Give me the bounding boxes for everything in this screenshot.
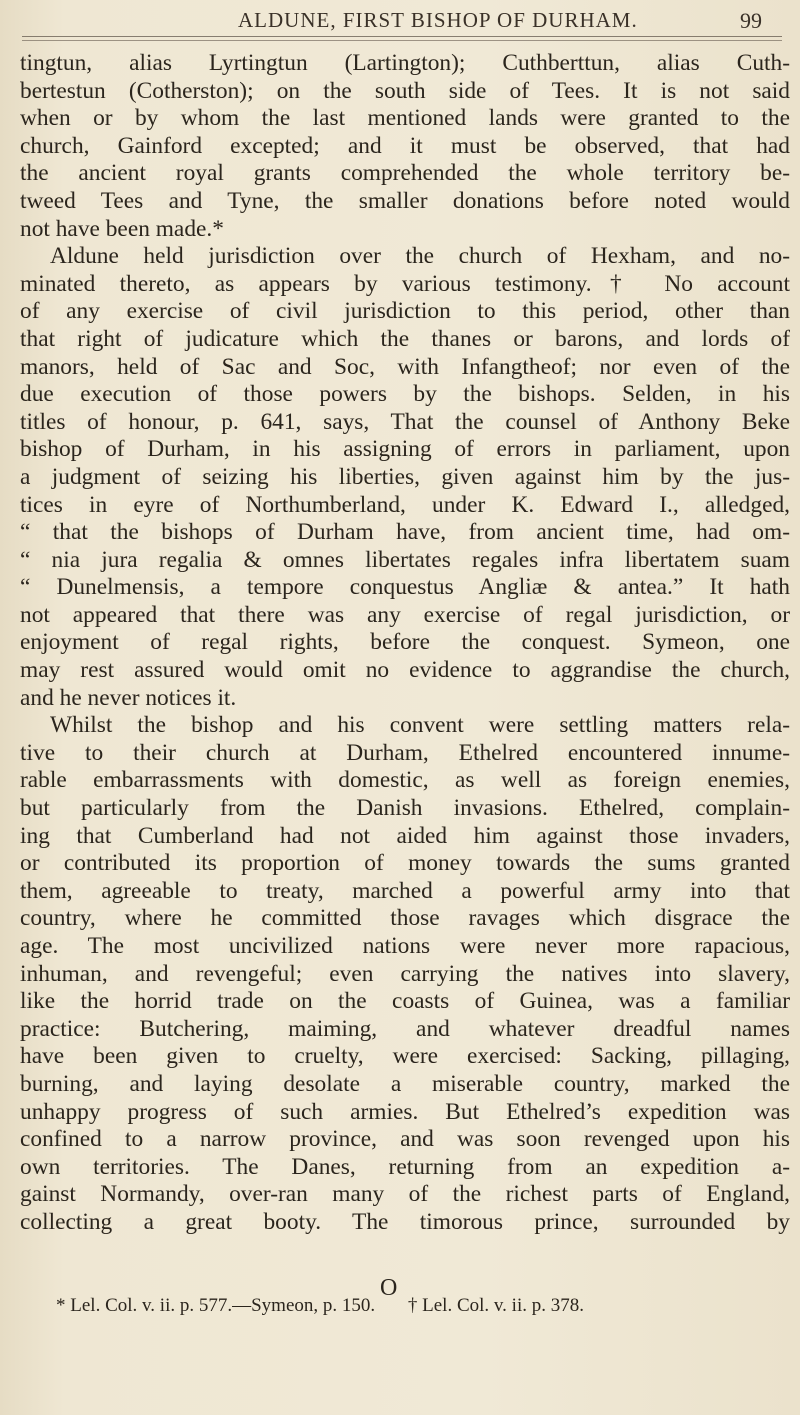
text-line: due execution of those powers by the bishops. Selden, in his <box>20 381 790 408</box>
text-line: inhuman, and revengeful; even carrying the natives into slavery, <box>20 960 790 987</box>
footnote: * Lel. Col. v. ii. p. 577.—Symeon, p. 150. <box>56 1295 376 1316</box>
text-line: a judgment of seizing his liberties, given against him by the jus- <box>20 463 790 490</box>
text-line: tweed Tees and Tyne, the smaller donations before noted would <box>20 187 790 214</box>
text-line: church, Gainford excepted; and it must be observed, that had <box>20 132 790 159</box>
text-line: titles of honour, p. 641, says, That the counsel of Anthony Beke <box>20 408 790 435</box>
text-line: tive to their church at Durham, Ethelred encountered innume- <box>20 739 790 766</box>
text-line: tices in eyre of Northumberland, under K. Edward I., alledged, <box>20 491 790 518</box>
text-line: the ancient royal grants comprehended the whole territory be- <box>20 160 790 187</box>
text-line: bertestun (Cotherston); on the south side of Tees. It is not said <box>20 77 790 104</box>
text-line: minated thereto, as appears by various testimony.† No account <box>20 270 790 297</box>
text-line: ing that Cumberland had not aided him against those invaders, <box>20 822 790 849</box>
text-line: tingtun, alias Lyrtingtun (Lartington); Cuthberttun, alias Cuth- <box>20 50 790 76</box>
text-line: practice: Butchering, maiming, and whatever dreadful names <box>20 1015 790 1042</box>
body-text <box>20 50 790 1237</box>
text-line: may rest assured would omit no evidence to aggrandise the church, <box>20 657 790 684</box>
text-line: age. The most uncivilized nations were never more rapacious, <box>20 933 790 959</box>
text-line: rable embarrassments with domestic, as well as foreign enemies, <box>20 767 790 794</box>
text-line: manors, held of Sac and Soc, with Infangtheof; nor even of the <box>20 353 790 380</box>
text-line: have been given to cruelty, were exercised: Sacking, pillaging, <box>20 1043 790 1070</box>
text-line: when or by whom the last mentioned lands were granted to the <box>20 105 790 132</box>
text-line: that right of judicature which the thanes or barons, and lords of <box>20 325 790 352</box>
text-line: Whilst the bishop and his convent were settling matters rela- <box>50 712 790 739</box>
text-line: “ nia jura regalia & omnes libertates regales infra libertatem suam <box>20 546 790 573</box>
page-number: 99 <box>740 8 762 33</box>
text-line: gainst Normandy, over-ran many of the richest parts of England, <box>20 1181 790 1208</box>
text-line: not have been made.* <box>20 215 224 242</box>
text-line: of any exercise of civil jurisdiction to this period, other than <box>20 298 790 325</box>
text-line: “ Dunelmensis, a tempore conquestus Angliæ & antea.” It hath <box>20 574 790 601</box>
text-line: enjoyment of regal rights, before the conquest. Symeon, one <box>20 629 790 656</box>
page-header <box>0 8 800 38</box>
text-line: collecting a great booty. The timorous prince, surrounded by <box>20 1208 790 1235</box>
text-line: burning, and laying desolate a miserable country, marked the <box>20 1070 790 1097</box>
text-line: them, agreeable to treaty, marched a powerful army into that <box>20 877 790 904</box>
text-line: or contributed its proportion of money towards the sums granted <box>20 850 790 877</box>
text-line: like the horrid trade on the coasts of Guinea, was a familiar <box>20 988 790 1015</box>
text-line: “ that the bishops of Durham have, from ancient time, had om- <box>20 519 790 546</box>
text-line: own territories. The Danes, returning from an expedition a- <box>20 1153 790 1180</box>
text-line: not appeared that there was any exercise of regal jurisdiction, or <box>20 601 790 628</box>
text-line: unhappy progress of such armies. But Ethelred’s expedition was <box>20 1098 790 1125</box>
text-line: Aldune held jurisdiction over the church of Hexham, and no- <box>50 243 790 270</box>
text-line: bishop of Durham, in his assigning of errors in parliament, upon <box>20 436 790 463</box>
text-line: confined to a narrow province, and was soon revenged upon his <box>20 1126 790 1153</box>
footnote: † Lel. Col. v. ii. p. 378. <box>407 1295 584 1316</box>
signature-mark: O <box>380 1275 398 1301</box>
text-line: but particularly from the Danish invasions. Ethelred, complain- <box>20 795 790 822</box>
text-line: and he never notices it. <box>20 684 237 711</box>
text-line: country, where he committed those ravages which disgrace the <box>20 905 790 932</box>
footnotes <box>56 1295 776 1317</box>
running-head: ALDUNE, FIRST BISHOP OF DURHAM. <box>238 8 638 32</box>
header-rule <box>22 36 782 41</box>
